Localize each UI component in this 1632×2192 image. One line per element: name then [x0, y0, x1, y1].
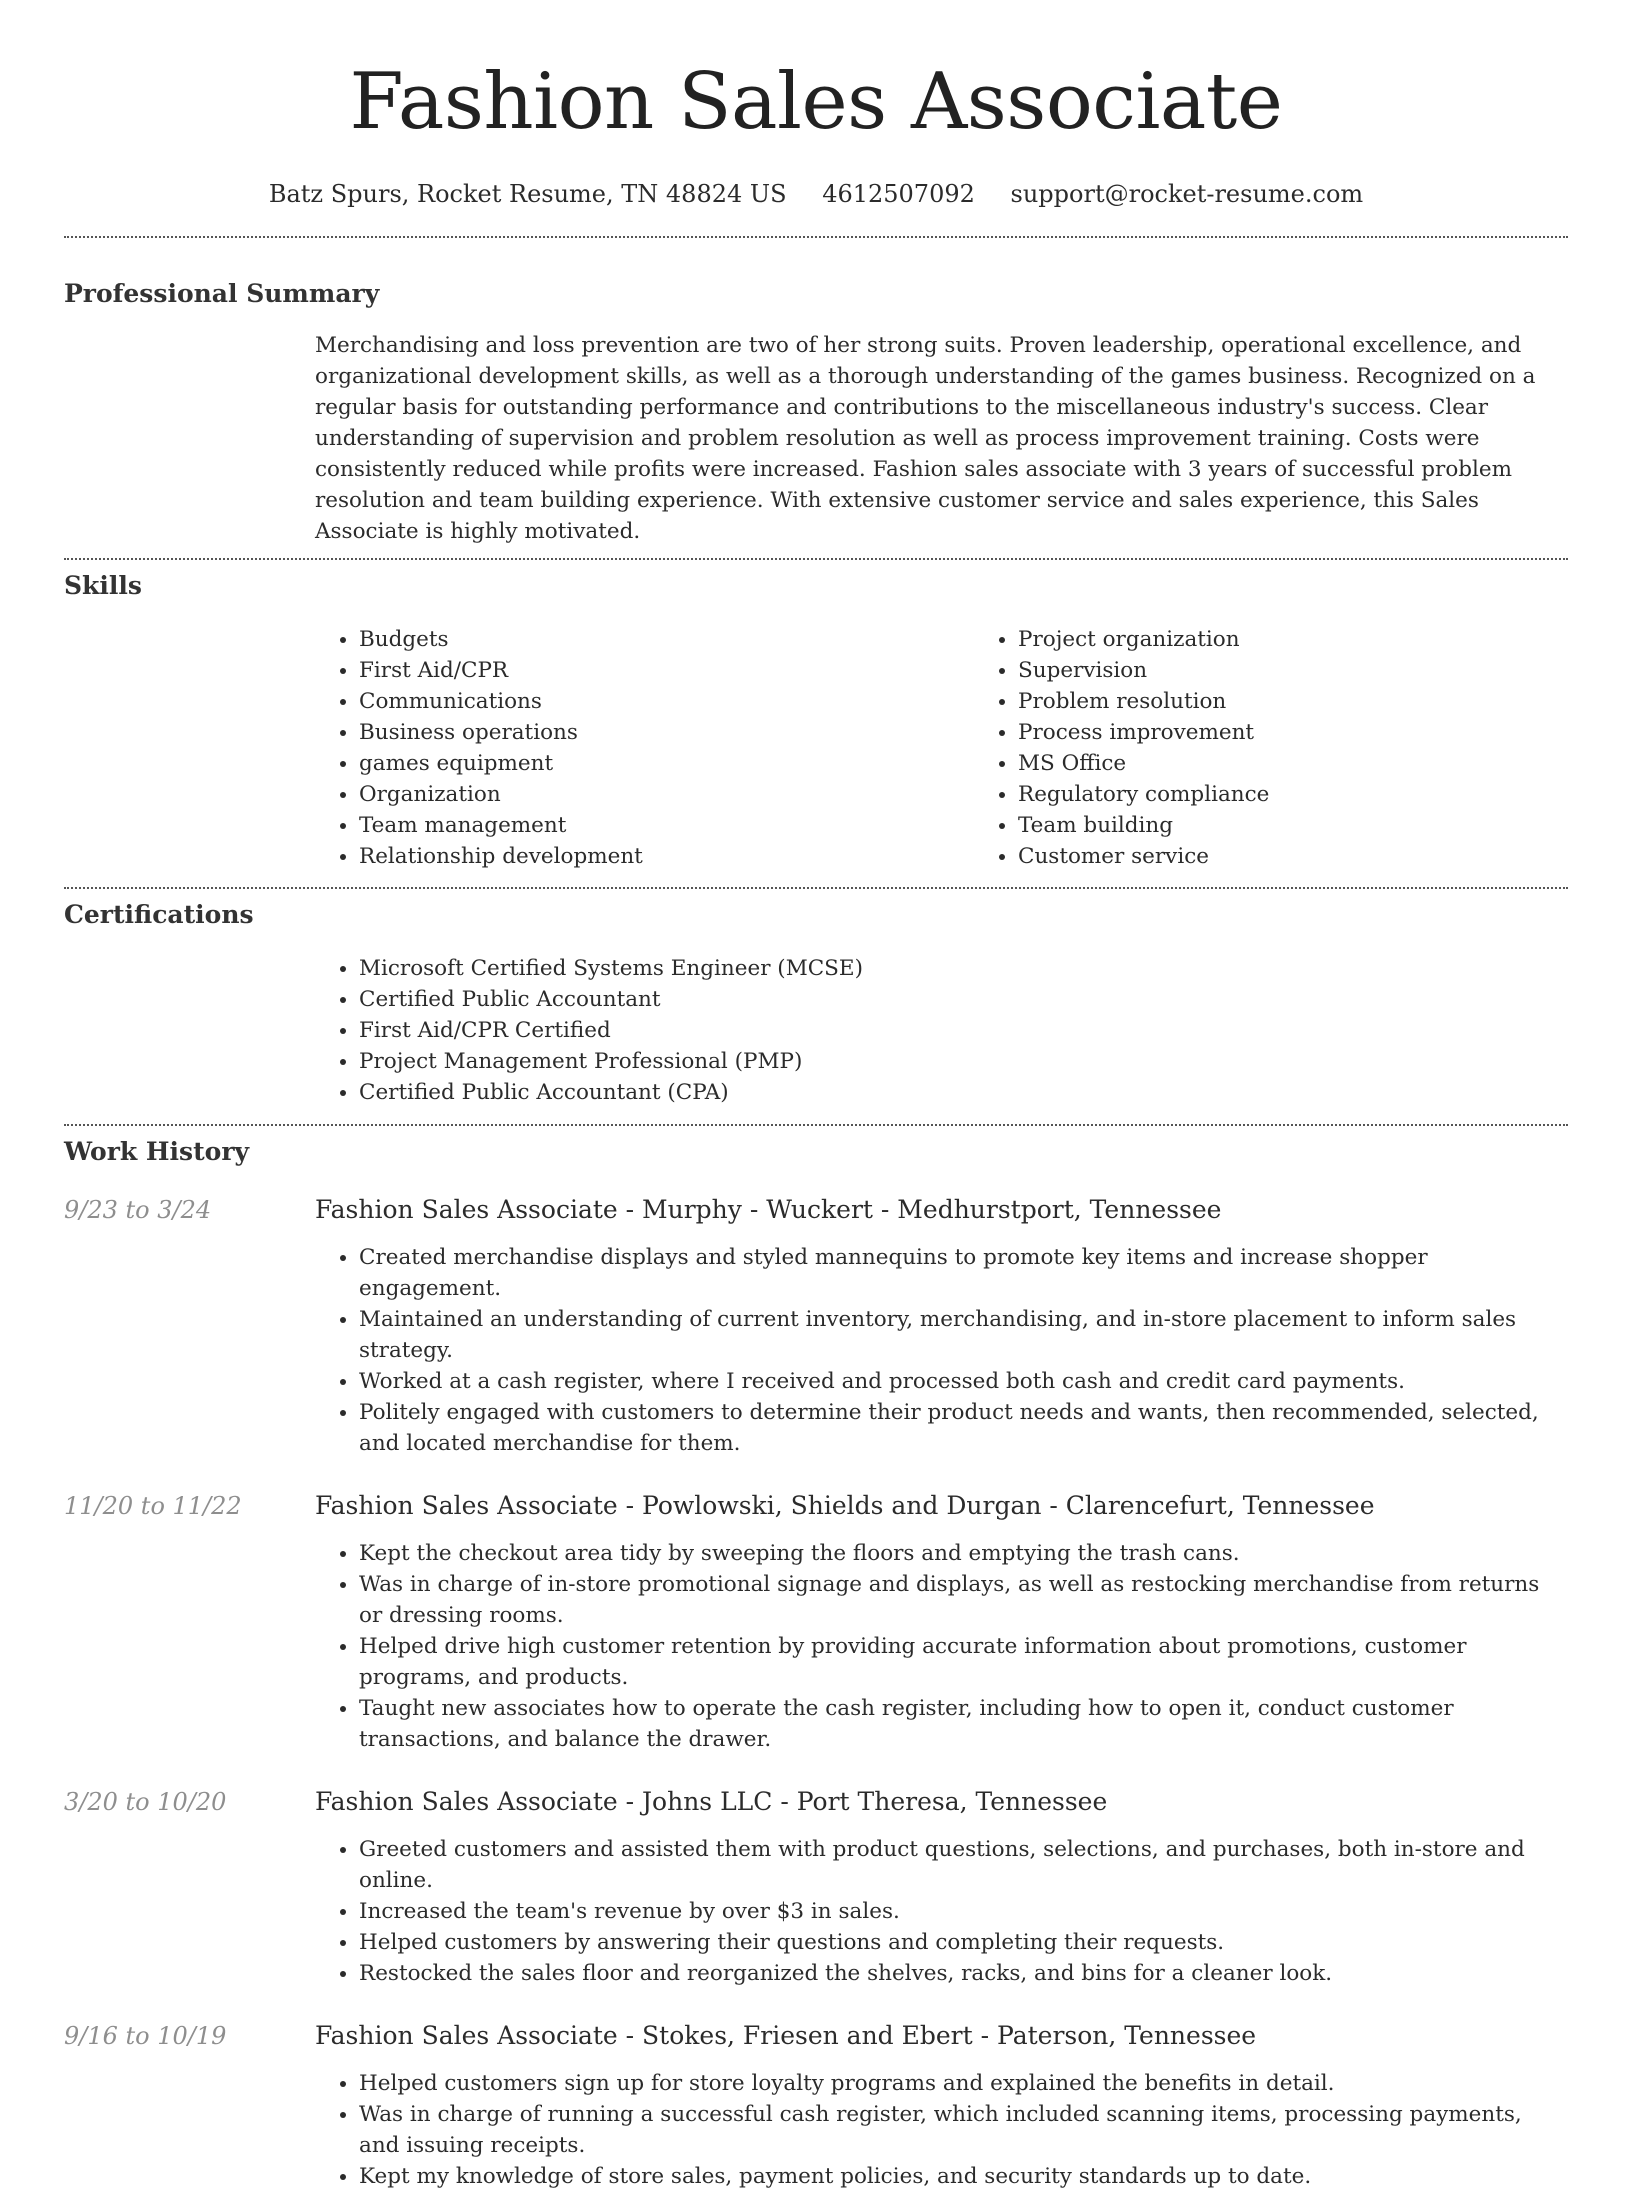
- contact-email: support@rocket-resume.com: [1010, 180, 1364, 208]
- certification-item: • Certified Public Accountant (CPA): [359, 1077, 1568, 1108]
- job-bullet: • Helped customers sign up for store loyalty programs and explained the benefits in detail.: [359, 2068, 1568, 2099]
- job-dates: 3/20 to 10/20: [64, 1788, 227, 1816]
- job-bullet: • Created merchandise displays and styled mannequins to promote key items and increase shopper engagement.: [359, 1242, 1568, 1304]
- skill-item: • Customer service: [1018, 841, 1632, 872]
- job-bullets: [315, 1834, 1568, 1989]
- skill-item: • Project organization: [1018, 624, 1632, 655]
- skill-item: • Team management: [359, 810, 974, 841]
- skill-item: • Problem resolution: [1018, 686, 1632, 717]
- job-details: [315, 1490, 1568, 1755]
- skill-item: • Budgets: [359, 624, 974, 655]
- job-bullets: [315, 2068, 1568, 2192]
- skill-item: • Relationship development: [359, 841, 974, 872]
- divider: [64, 558, 1568, 560]
- summary-text: Merchandising and loss prevention are two of her strong suits. Proven leadership, operational excellence, and organizational development skills, as well as a thorough understanding of the games business. Recognized on a regular basis for outstanding performance and contributions to the miscellaneous industry's success. Clear understanding of supervision and problem resolution as well as process improvement training. Costs were consistently reduced while profits were increased. Fashion sales associate with 3 years of successful problem resolution and team building experience. With extensive customer service and sales experience, this Sales Associate is highly motivated.: [315, 333, 1536, 544]
- summary-heading: Professional Summary: [64, 279, 380, 308]
- skill-item: • Process improvement: [1018, 717, 1632, 748]
- job-details: [315, 1194, 1568, 1459]
- certification-item: • Microsoft Certified Systems Engineer (MCSE): [359, 953, 1568, 984]
- job-dates: 9/23 to 3/24: [64, 1196, 212, 1224]
- divider: [64, 1124, 1568, 1126]
- job-bullet: • Worked at a cash register, where I received and processed both cash and credit card payments.: [359, 1366, 1568, 1397]
- job-bullet: • Kept the checkout area tidy by sweeping the floors and emptying the trash cans.: [359, 1538, 1568, 1569]
- skills-column-left: [315, 624, 974, 872]
- job-bullet: • Increased the team's revenue by over $3 in sales.: [359, 1896, 1568, 1927]
- job-bullet: • Restocked the sales floor and reorganized the shelves, racks, and bins for a cleaner look.: [359, 1958, 1568, 1989]
- skill-item: • Supervision: [1018, 655, 1632, 686]
- job-bullet: • Was in charge of in-store promotional signage and displays, as well as restocking merchandise from returns or dressing rooms.: [359, 1569, 1568, 1631]
- divider: [64, 887, 1568, 889]
- job-title: Fashion Sales Associate - Stokes, Friesen and Ebert - Paterson, Tennessee: [315, 2021, 1257, 2050]
- divider: [64, 236, 1568, 238]
- resume-page: [64, 0, 1568, 2192]
- job-entry: [64, 2020, 1568, 2192]
- skill-item: • Business operations: [359, 717, 974, 748]
- certifications-bullets: [315, 953, 1568, 1108]
- job-bullet: • Politely engaged with customers to determine their product needs and wants, then recommended, selected, and located merchandise for them.: [359, 1397, 1568, 1459]
- job-details: [315, 2020, 1568, 2192]
- skill-item: • Regulatory compliance: [1018, 779, 1632, 810]
- certification-item: • First Aid/CPR Certified: [359, 1015, 1568, 1046]
- job-entry: [64, 1786, 1568, 1989]
- job-bullets: [315, 1538, 1568, 1755]
- certification-item: • Certified Public Accountant: [359, 984, 1568, 1015]
- job-bullet: • Greeted customers and assisted them with product questions, selections, and purchases, both in-store and online.: [359, 1834, 1568, 1896]
- job-bullet: • Was in charge of running a successful cash register, which included scanning items, processing payments, and issuing receipts.: [359, 2099, 1568, 2161]
- job-title: Fashion Sales Associate - Powlowski, Shields and Durgan - Clarencefurt, Tennessee: [315, 1491, 1375, 1520]
- skill-item: • MS Office: [1018, 748, 1632, 779]
- skill-item: • Organization: [359, 779, 974, 810]
- job-bullet: • Helped customers by answering their questions and completing their requests.: [359, 1927, 1568, 1958]
- job-details: [315, 1786, 1568, 1989]
- skills-list: [315, 624, 1568, 872]
- skill-item: • games equipment: [359, 748, 974, 779]
- job-bullets: [315, 1242, 1568, 1459]
- skill-item: • Communications: [359, 686, 974, 717]
- skill-item: • First Aid/CPR: [359, 655, 974, 686]
- work-history-heading: Work History: [64, 1137, 250, 1166]
- skills-column-right: [974, 624, 1632, 872]
- skills-heading: Skills: [64, 571, 142, 600]
- certification-item: • Project Management Professional (PMP): [359, 1046, 1568, 1077]
- job-entry: [64, 1490, 1568, 1755]
- job-bullet: • Kept my knowledge of store sales, payment policies, and security standards up to date.: [359, 2161, 1568, 2192]
- contact-phone: 4612507092: [822, 180, 975, 208]
- certifications-list: [315, 953, 1568, 1108]
- job-bullet: • Maintained an understanding of current inventory, merchandising, and in-store placement to inform sales strategy.: [359, 1304, 1568, 1366]
- job-bullet: • Taught new associates how to operate the cash register, including how to open it, conduct customer transactions, and balance the drawer.: [359, 1693, 1568, 1755]
- job-entry: [64, 1194, 1568, 1459]
- job-bullet: • Helped drive high customer retention by providing accurate information about promotions, customer programs, and products.: [359, 1631, 1568, 1693]
- candidate-name: Fashion Sales Associate: [349, 57, 1283, 147]
- certifications-heading: Certifications: [64, 900, 254, 929]
- job-title: Fashion Sales Associate - Murphy - Wuckert - Medhurstport, Tennessee: [315, 1195, 1222, 1224]
- skill-item: • Team building: [1018, 810, 1632, 841]
- job-title: Fashion Sales Associate - Johns LLC - Port Theresa, Tennessee: [315, 1787, 1108, 1816]
- job-dates: 9/16 to 10/19: [64, 2022, 227, 2050]
- contact-address: Batz Spurs, Rocket Resume, TN 48824 US: [268, 180, 787, 208]
- contact-line: [64, 178, 1568, 210]
- job-dates: 11/20 to 11/22: [64, 1492, 242, 1520]
